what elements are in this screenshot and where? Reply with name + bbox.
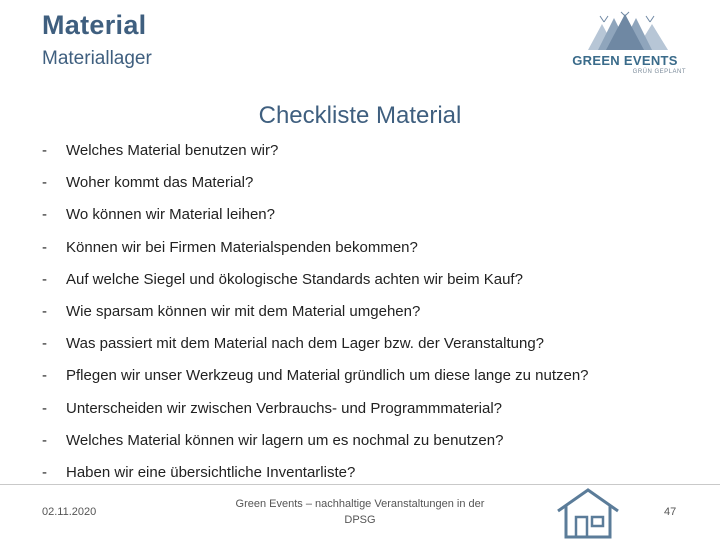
bullet-dash: - bbox=[42, 399, 47, 417]
footer-caption: Green Events – nachhaltige Veranstaltungen in der DPSG bbox=[235, 498, 485, 526]
checklist-item bbox=[42, 269, 702, 301]
checklist-item bbox=[42, 398, 702, 430]
home-icon[interactable] bbox=[556, 487, 620, 539]
checklist-item bbox=[42, 365, 702, 397]
checklist-item-text: Wo können wir Material leihen? bbox=[66, 206, 275, 224]
checklist-heading: Checkliste Material bbox=[258, 102, 462, 129]
checklist-item bbox=[42, 140, 702, 172]
checklist-item-text: Pflegen wir unser Werkzeug und Material gründlich um diese lange zu nutzen? bbox=[66, 367, 589, 385]
checklist-item-text: Haben wir eine übersichtliche Inventarliste? bbox=[66, 463, 356, 481]
page-number: 47 bbox=[664, 506, 677, 518]
checklist-item-text: Woher kommt das Material? bbox=[66, 174, 254, 192]
slide-subtitle: Materiallager bbox=[42, 48, 152, 69]
bullet-dash: - bbox=[42, 302, 47, 320]
checklist-item-text: Was passiert mit dem Material nach dem Lager bzw. der Veranstaltung? bbox=[66, 335, 545, 353]
checklist-item-text: Unterscheiden wir zwischen Verbrauchs- und Programmmaterial? bbox=[66, 399, 503, 417]
slide-title: Material bbox=[42, 10, 147, 40]
green-events-logo bbox=[560, 10, 690, 80]
bullet-dash: - bbox=[42, 463, 47, 481]
checklist-item-text: Wie sparsam können wir mit dem Material umgehen? bbox=[66, 302, 421, 320]
bullet-dash: - bbox=[42, 335, 47, 353]
checklist-item-text: Welches Material benutzen wir? bbox=[66, 142, 279, 159]
checklist-item-text: Können wir bei Firmen Materialspenden bekommen? bbox=[66, 238, 418, 256]
bullet-dash: - bbox=[42, 174, 47, 192]
checklist-item bbox=[42, 172, 702, 204]
bullet-dash: - bbox=[42, 367, 47, 385]
logo-tagline: GRÜN GEPLANT bbox=[632, 69, 686, 75]
logo-wordmark: GREEN EVENTS bbox=[572, 53, 678, 68]
bullet-dash: - bbox=[42, 206, 47, 224]
checklist-item bbox=[42, 430, 702, 462]
checklist-item-text: Welches Material können wir lagern um es nochmal zu benutzen? bbox=[66, 431, 504, 449]
bullet-dash: - bbox=[42, 238, 47, 256]
checklist-item bbox=[42, 333, 702, 365]
bullet-dash: - bbox=[42, 270, 47, 288]
bullet-dash: - bbox=[42, 431, 47, 449]
checklist-item bbox=[42, 237, 702, 269]
checklist-item bbox=[42, 204, 702, 236]
checklist bbox=[42, 140, 702, 494]
footer-divider bbox=[0, 484, 720, 485]
footer-date: 02.11.2020 bbox=[42, 506, 97, 518]
bullet-dash: - bbox=[42, 142, 47, 159]
checklist-item-text: Auf welche Siegel und ökologische Standards achten wir beim Kauf? bbox=[66, 270, 523, 288]
tents-logo-graphic bbox=[580, 10, 670, 52]
checklist-item bbox=[42, 301, 702, 333]
